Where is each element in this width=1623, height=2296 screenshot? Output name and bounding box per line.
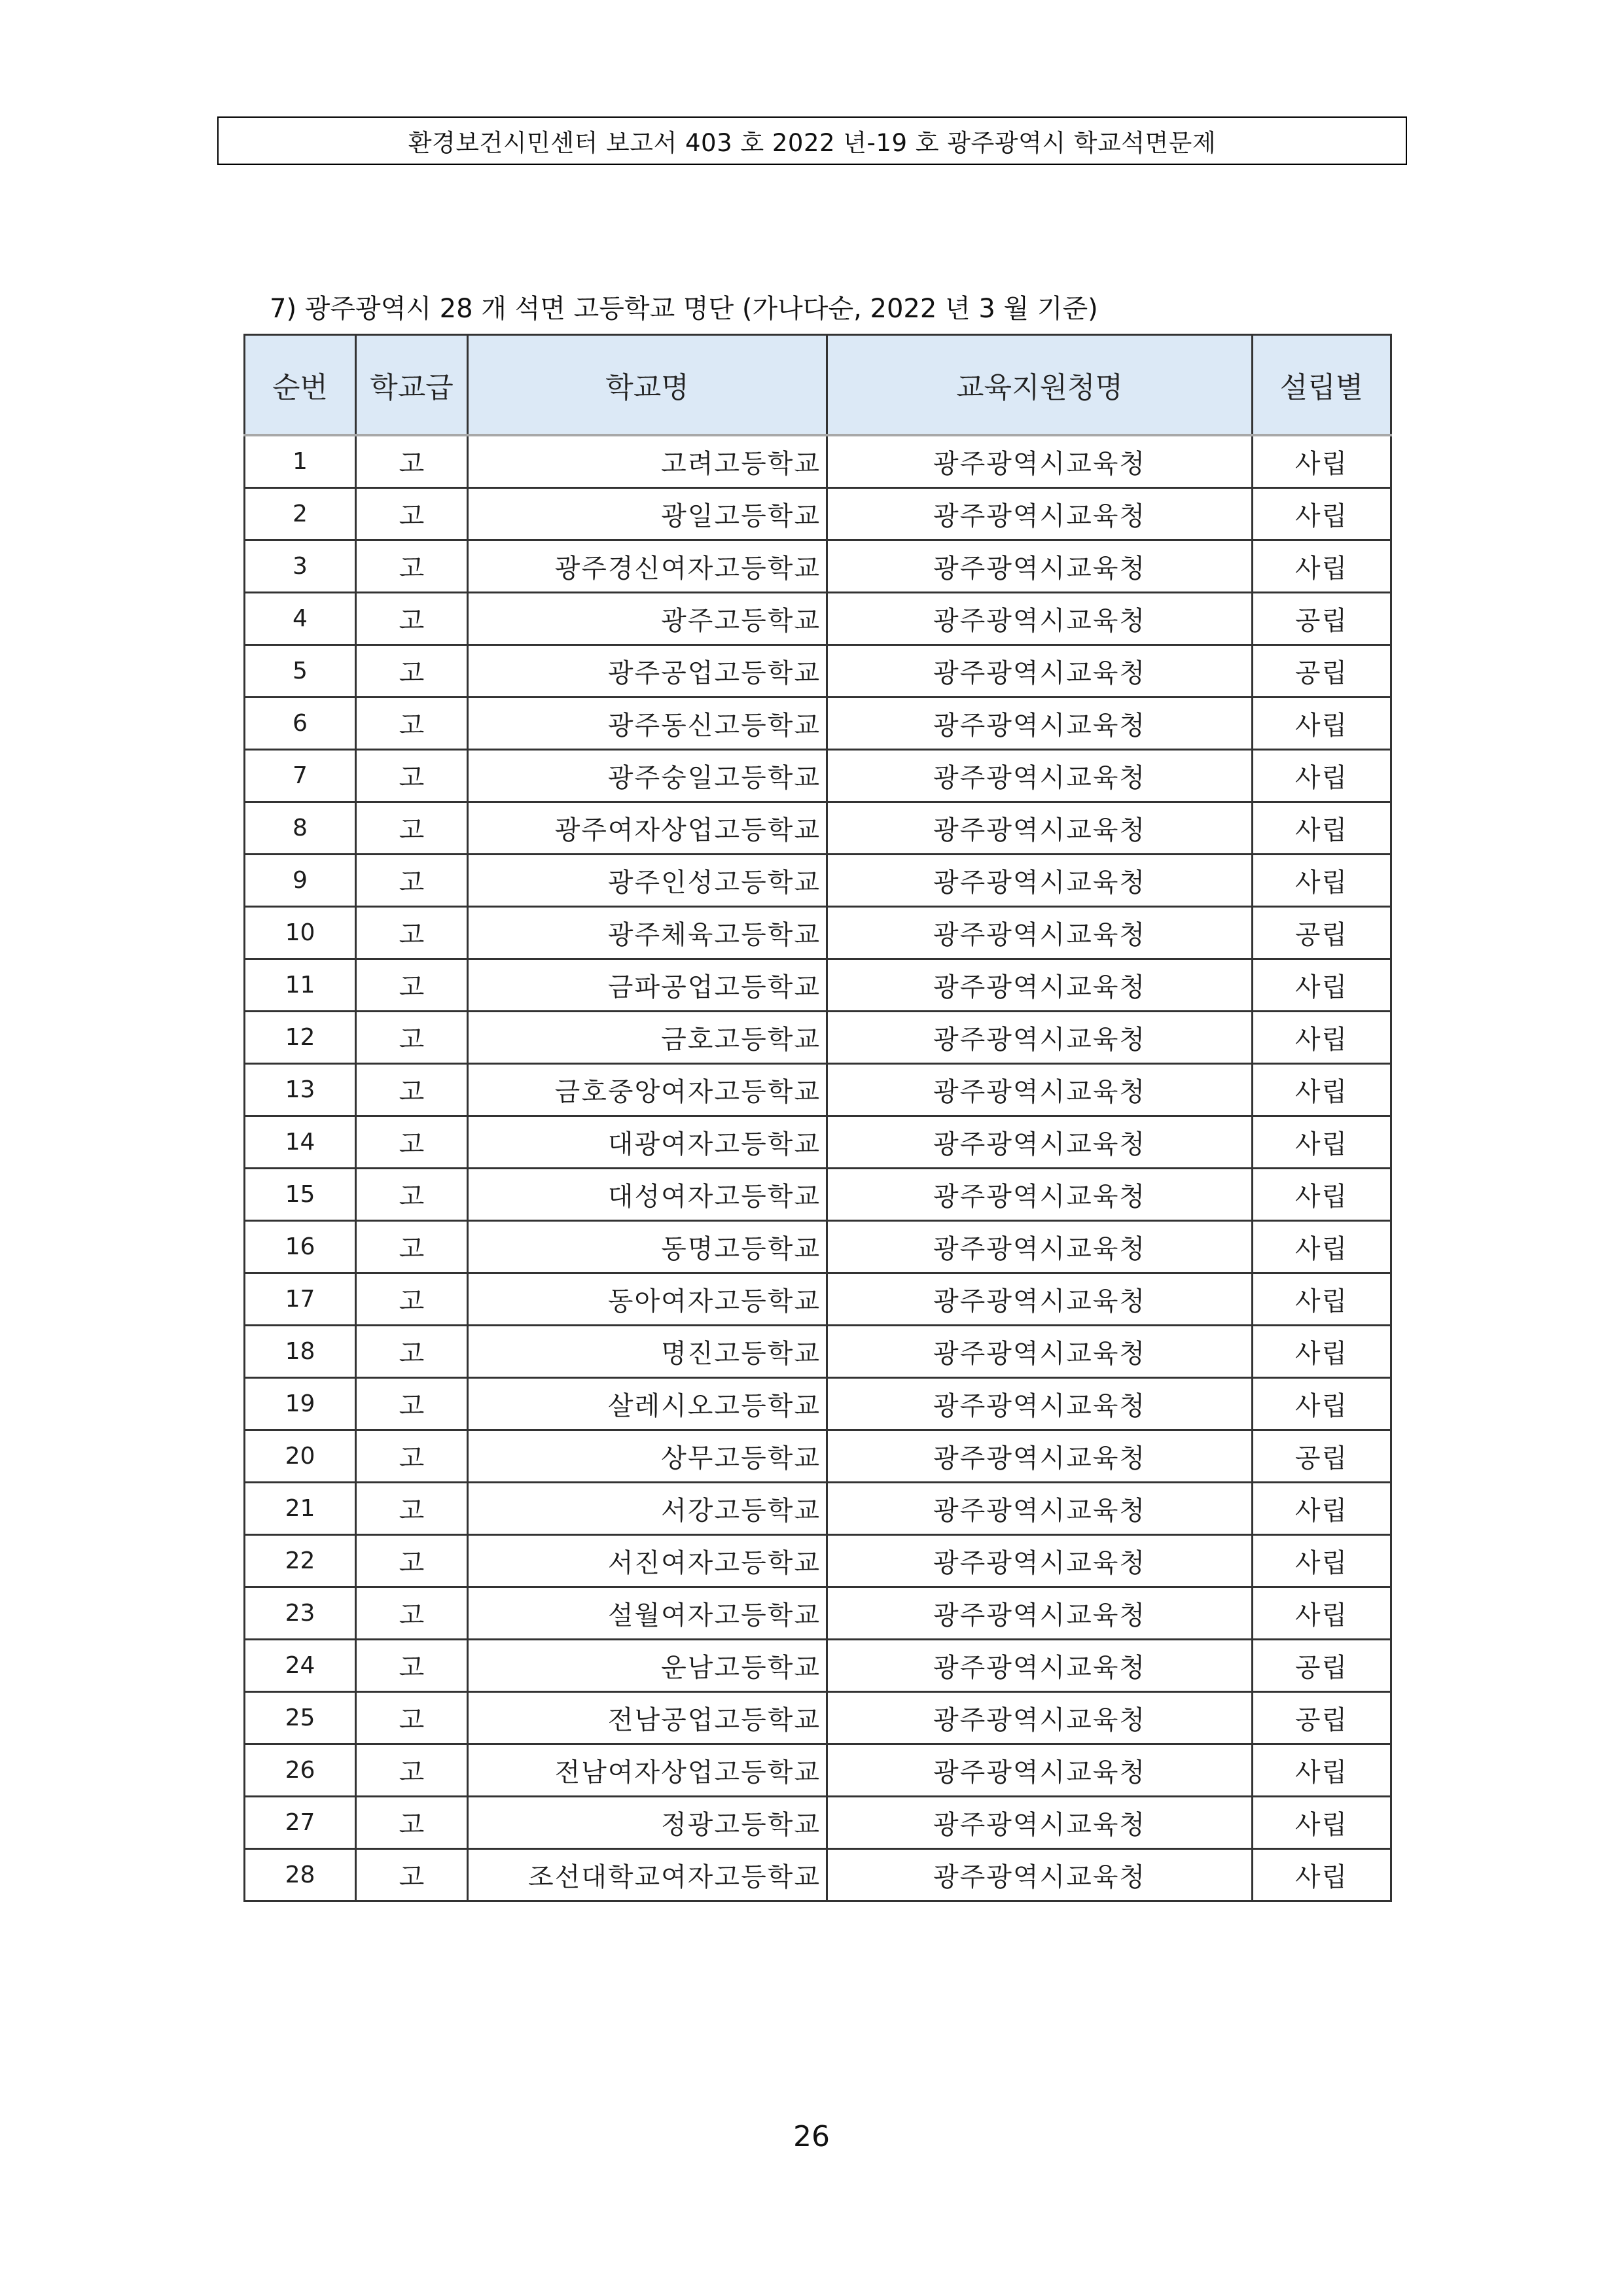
cell-school-name: 금호중앙여자고등학교: [468, 1064, 827, 1116]
cell-establishment-type: 사립: [1253, 1221, 1391, 1273]
cell-school-level: 고: [356, 1430, 468, 1483]
cell-education-office: 광주광역시교육청: [827, 1744, 1253, 1797]
cell-school-level: 고: [356, 1483, 468, 1535]
cell-number: 5: [245, 645, 356, 698]
cell-school-level: 고: [356, 435, 468, 488]
table-row: [245, 1587, 1391, 1640]
cell-number: 26: [245, 1744, 356, 1797]
table-row: [245, 1640, 1391, 1692]
cell-school-name: 광주경신여자고등학교: [468, 540, 827, 593]
cell-establishment-type: 사립: [1253, 1273, 1391, 1326]
cell-establishment-type: 공립: [1253, 1692, 1391, 1744]
cell-establishment-type: 사립: [1253, 1326, 1391, 1378]
header-number: 순번: [245, 335, 356, 436]
cell-education-office: 광주광역시교육청: [827, 488, 1253, 540]
cell-education-office: 광주광역시교육청: [827, 435, 1253, 488]
table-row: [245, 1430, 1391, 1483]
table-row: [245, 855, 1391, 907]
cell-number: 16: [245, 1221, 356, 1273]
cell-school-name: 정광고등학교: [468, 1797, 827, 1849]
cell-establishment-type: 사립: [1253, 802, 1391, 855]
cell-establishment-type: 사립: [1253, 540, 1391, 593]
cell-school-level: 고: [356, 855, 468, 907]
cell-establishment-type: 사립: [1253, 1744, 1391, 1797]
cell-establishment-type: 사립: [1253, 1378, 1391, 1430]
cell-school-level: 고: [356, 1535, 468, 1587]
table-row: [245, 1378, 1391, 1430]
cell-education-office: 광주광역시교육청: [827, 1640, 1253, 1692]
report-header-text: 환경보건시민센터 보고서 403 호 2022 년-19 호 광주광역시 학교석면문제: [408, 129, 1217, 157]
cell-establishment-type: 사립: [1253, 1849, 1391, 1901]
table-row: [245, 1221, 1391, 1273]
cell-education-office: 광주광역시교육청: [827, 1221, 1253, 1273]
cell-education-office: 광주광역시교육청: [827, 540, 1253, 593]
table-row: [245, 645, 1391, 698]
cell-school-level: 고: [356, 645, 468, 698]
cell-school-name: 동명고등학교: [468, 1221, 827, 1273]
cell-school-name: 동아여자고등학교: [468, 1273, 827, 1326]
cell-school-name: 광주공업고등학교: [468, 645, 827, 698]
cell-school-name: 대성여자고등학교: [468, 1169, 827, 1221]
cell-number: 6: [245, 698, 356, 750]
page-number: 26: [793, 2120, 830, 2153]
table-row: [245, 1273, 1391, 1326]
cell-education-office: 광주광역시교육청: [827, 1797, 1253, 1849]
cell-school-name: 광주인성고등학교: [468, 855, 827, 907]
cell-establishment-type: 사립: [1253, 1587, 1391, 1640]
cell-number: 10: [245, 907, 356, 959]
cell-school-level: 고: [356, 1169, 468, 1221]
cell-education-office: 광주광역시교육청: [827, 1587, 1253, 1640]
cell-establishment-type: 공립: [1253, 645, 1391, 698]
cell-number: 14: [245, 1116, 356, 1169]
cell-establishment-type: 사립: [1253, 488, 1391, 540]
cell-number: 1: [245, 435, 356, 488]
cell-school-name: 고려고등학교: [468, 435, 827, 488]
cell-number: 9: [245, 855, 356, 907]
cell-number: 4: [245, 593, 356, 645]
cell-number: 3: [245, 540, 356, 593]
cell-education-office: 광주광역시교육청: [827, 1326, 1253, 1378]
table-row: [245, 593, 1391, 645]
table-row: [245, 1169, 1391, 1221]
cell-education-office: 광주광역시교육청: [827, 645, 1253, 698]
cell-school-name: 광주여자상업고등학교: [468, 802, 827, 855]
table-row: [245, 750, 1391, 802]
cell-number: 25: [245, 1692, 356, 1744]
cell-establishment-type: 공립: [1253, 593, 1391, 645]
cell-school-name: 광주숭일고등학교: [468, 750, 827, 802]
table-row: [245, 488, 1391, 540]
cell-school-level: 고: [356, 1012, 468, 1064]
cell-school-level: 고: [356, 593, 468, 645]
cell-school-level: 고: [356, 1326, 468, 1378]
cell-number: 22: [245, 1535, 356, 1587]
cell-school-level: 고: [356, 1797, 468, 1849]
cell-school-level: 고: [356, 698, 468, 750]
cell-education-office: 광주광역시교육청: [827, 959, 1253, 1012]
cell-number: 12: [245, 1012, 356, 1064]
cell-school-name: 광주동신고등학교: [468, 698, 827, 750]
cell-number: 19: [245, 1378, 356, 1430]
cell-education-office: 광주광역시교육청: [827, 1692, 1253, 1744]
cell-school-level: 고: [356, 907, 468, 959]
table-row: [245, 1849, 1391, 1901]
cell-establishment-type: 사립: [1253, 1169, 1391, 1221]
table-row: [245, 1012, 1391, 1064]
table-row: [245, 698, 1391, 750]
cell-number: 15: [245, 1169, 356, 1221]
cell-school-level: 고: [356, 540, 468, 593]
cell-school-level: 고: [356, 1221, 468, 1273]
cell-establishment-type: 공립: [1253, 907, 1391, 959]
cell-establishment-type: 사립: [1253, 855, 1391, 907]
cell-education-office: 광주광역시교육청: [827, 907, 1253, 959]
table-header-row: [245, 335, 1391, 436]
cell-education-office: 광주광역시교육청: [827, 1535, 1253, 1587]
cell-education-office: 광주광역시교육청: [827, 593, 1253, 645]
cell-school-level: 고: [356, 1116, 468, 1169]
header-establishment-type: 설립별: [1253, 335, 1391, 436]
cell-establishment-type: 사립: [1253, 1012, 1391, 1064]
cell-education-office: 광주광역시교육청: [827, 1116, 1253, 1169]
cell-establishment-type: 공립: [1253, 1430, 1391, 1483]
cell-school-level: 고: [356, 1064, 468, 1116]
cell-school-name: 운남고등학교: [468, 1640, 827, 1692]
section-title: 7) 광주광역시 28 개 석면 고등학교 명단 (가나다순, 2022 년 3 월 기준): [270, 294, 1098, 324]
cell-establishment-type: 사립: [1253, 959, 1391, 1012]
cell-education-office: 광주광역시교육청: [827, 698, 1253, 750]
cell-school-name: 금파공업고등학교: [468, 959, 827, 1012]
school-table-container: [243, 334, 1390, 1902]
cell-school-level: 고: [356, 1587, 468, 1640]
cell-education-office: 광주광역시교육청: [827, 855, 1253, 907]
cell-school-name: 서진여자고등학교: [468, 1535, 827, 1587]
cell-establishment-type: 사립: [1253, 1535, 1391, 1587]
header-school-name: 학교명: [468, 335, 827, 436]
table-row: [245, 1064, 1391, 1116]
cell-school-level: 고: [356, 1744, 468, 1797]
cell-school-level: 고: [356, 1273, 468, 1326]
cell-school-name: 광일고등학교: [468, 488, 827, 540]
cell-education-office: 광주광역시교육청: [827, 1273, 1253, 1326]
table-row: [245, 1483, 1391, 1535]
table-row: [245, 1326, 1391, 1378]
table-row: [245, 907, 1391, 959]
cell-school-name: 설월여자고등학교: [468, 1587, 827, 1640]
cell-number: 23: [245, 1587, 356, 1640]
cell-school-level: 고: [356, 1640, 468, 1692]
cell-school-name: 명진고등학교: [468, 1326, 827, 1378]
cell-school-name: 조선대학교여자고등학교: [468, 1849, 827, 1901]
cell-school-level: 고: [356, 1692, 468, 1744]
table-row: [245, 959, 1391, 1012]
table-row: [245, 1692, 1391, 1744]
cell-establishment-type: 사립: [1253, 750, 1391, 802]
cell-education-office: 광주광역시교육청: [827, 1483, 1253, 1535]
cell-establishment-type: 사립: [1253, 1064, 1391, 1116]
cell-education-office: 광주광역시교육청: [827, 1378, 1253, 1430]
cell-school-level: 고: [356, 1378, 468, 1430]
cell-education-office: 광주광역시교육청: [827, 750, 1253, 802]
cell-school-name: 금호고등학교: [468, 1012, 827, 1064]
cell-number: 24: [245, 1640, 356, 1692]
cell-education-office: 광주광역시교육청: [827, 1169, 1253, 1221]
cell-school-name: 상무고등학교: [468, 1430, 827, 1483]
cell-number: 8: [245, 802, 356, 855]
table-row: [245, 435, 1391, 488]
cell-education-office: 광주광역시교육청: [827, 1012, 1253, 1064]
cell-number: 18: [245, 1326, 356, 1378]
cell-establishment-type: 사립: [1253, 435, 1391, 488]
header-school-level: 학교급: [356, 335, 468, 436]
table-row: [245, 1116, 1391, 1169]
table-body: [245, 435, 1391, 1901]
cell-number: 20: [245, 1430, 356, 1483]
cell-establishment-type: 사립: [1253, 1797, 1391, 1849]
header-education-office: 교육지원청명: [827, 335, 1253, 436]
cell-number: 21: [245, 1483, 356, 1535]
cell-education-office: 광주광역시교육청: [827, 1849, 1253, 1901]
cell-school-level: 고: [356, 802, 468, 855]
cell-number: 13: [245, 1064, 356, 1116]
cell-establishment-type: 공립: [1253, 1640, 1391, 1692]
report-header: [217, 116, 1407, 165]
cell-school-level: 고: [356, 488, 468, 540]
cell-school-level: 고: [356, 959, 468, 1012]
cell-education-office: 광주광역시교육청: [827, 1064, 1253, 1116]
cell-school-name: 살레시오고등학교: [468, 1378, 827, 1430]
cell-number: 17: [245, 1273, 356, 1326]
table-row: [245, 540, 1391, 593]
table-row: [245, 802, 1391, 855]
table-row: [245, 1797, 1391, 1849]
cell-number: 2: [245, 488, 356, 540]
cell-establishment-type: 사립: [1253, 698, 1391, 750]
table-row: [245, 1744, 1391, 1797]
cell-establishment-type: 사립: [1253, 1483, 1391, 1535]
cell-school-name: 광주체육고등학교: [468, 907, 827, 959]
cell-number: 28: [245, 1849, 356, 1901]
cell-education-office: 광주광역시교육청: [827, 1430, 1253, 1483]
cell-school-name: 광주고등학교: [468, 593, 827, 645]
cell-number: 27: [245, 1797, 356, 1849]
cell-establishment-type: 사립: [1253, 1116, 1391, 1169]
cell-school-name: 전남공업고등학교: [468, 1692, 827, 1744]
cell-number: 7: [245, 750, 356, 802]
cell-school-level: 고: [356, 1849, 468, 1901]
cell-school-level: 고: [356, 750, 468, 802]
table-row: [245, 1535, 1391, 1587]
cell-school-name: 전남여자상업고등학교: [468, 1744, 827, 1797]
school-table: [243, 334, 1392, 1902]
cell-education-office: 광주광역시교육청: [827, 802, 1253, 855]
cell-number: 11: [245, 959, 356, 1012]
cell-school-name: 서강고등학교: [468, 1483, 827, 1535]
cell-school-name: 대광여자고등학교: [468, 1116, 827, 1169]
